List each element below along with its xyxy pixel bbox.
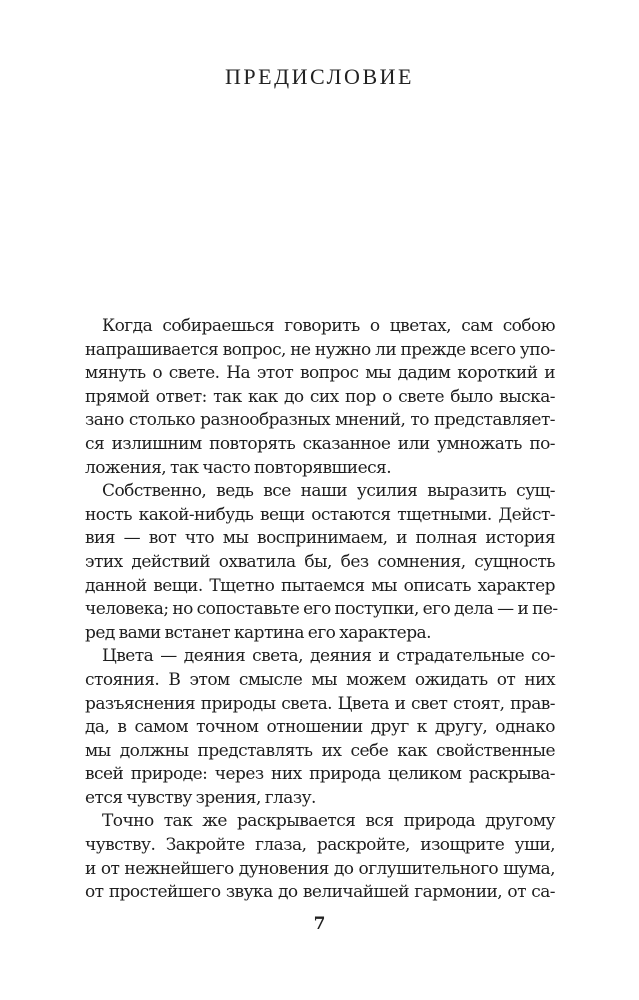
- text-line: ся излишним повторять сказанное или умножать по-: [85, 433, 555, 454]
- text-line: разъяснения природы света. Цвета и свет стоят, прав-: [85, 693, 555, 714]
- text-line: и от нежнейшего дуновения до оглушительного шума,: [85, 858, 555, 879]
- text-line: прямой ответ: так как до сих пор о свете было выска-: [85, 386, 555, 407]
- text-line: данной вещи. Тщетно пытаемся мы описать характер: [85, 575, 555, 596]
- text-line: да, в самом точном отношении друг к другу, однако: [85, 717, 555, 738]
- text-line: Точно так же раскрывается вся природа другому: [102, 811, 555, 832]
- paragraph-2: [85, 480, 558, 645]
- paragraph-4: [85, 810, 555, 904]
- text-line: вия — вот что мы воспринимаем, и полная история: [85, 528, 555, 549]
- text-line: ред вами встанет картина его характера.: [85, 622, 431, 643]
- text-line: человека; но сопоставьте его поступки, его дела — и пе-: [85, 599, 558, 620]
- text-line: стояния. В этом смысле мы можем ожидать от них: [85, 669, 555, 690]
- text-line: от простейшего звука до величайшей гармонии, от са-: [85, 882, 555, 903]
- text-line: зано столько разнообразных мнений, то представляет-: [85, 410, 555, 431]
- paragraph-1: [85, 315, 555, 480]
- body-text: [85, 315, 558, 905]
- text-line: ность какой-нибудь вещи остаются тщетными. Дейст-: [85, 504, 555, 525]
- text-line: мянуть о свете. На этот вопрос мы дадим короткий и: [85, 363, 555, 384]
- text-line: напрашивается вопрос, не нужно ли прежде всего упо-: [85, 339, 555, 360]
- text-line: Цвета — деяния света, деяния и страдательные со-: [102, 646, 555, 667]
- text-line: ложения, так часто повторявшиеся.: [85, 457, 392, 478]
- text-line: мы должны представлять их себе как свойственные: [85, 740, 555, 761]
- text-line: Собственно, ведь все наши усилия выразить сущ-: [102, 481, 555, 502]
- text-line: всей природе: через них природа целиком раскрыва-: [85, 764, 555, 785]
- text-line: этих действий охватила бы, без сомнения, сущность: [85, 551, 555, 572]
- text-line: Когда собираешься говорить о цветах, сам собою: [102, 316, 555, 336]
- paragraph-3: [85, 645, 555, 810]
- text-line: чувству. Закройте глаза, раскройте, изощрите уши,: [85, 835, 555, 856]
- page-number: 7: [313, 914, 326, 934]
- chapter-title: ПРЕДИСЛОВИЕ: [225, 64, 414, 89]
- text-line: ется чувству зрения, глазу.: [85, 787, 316, 808]
